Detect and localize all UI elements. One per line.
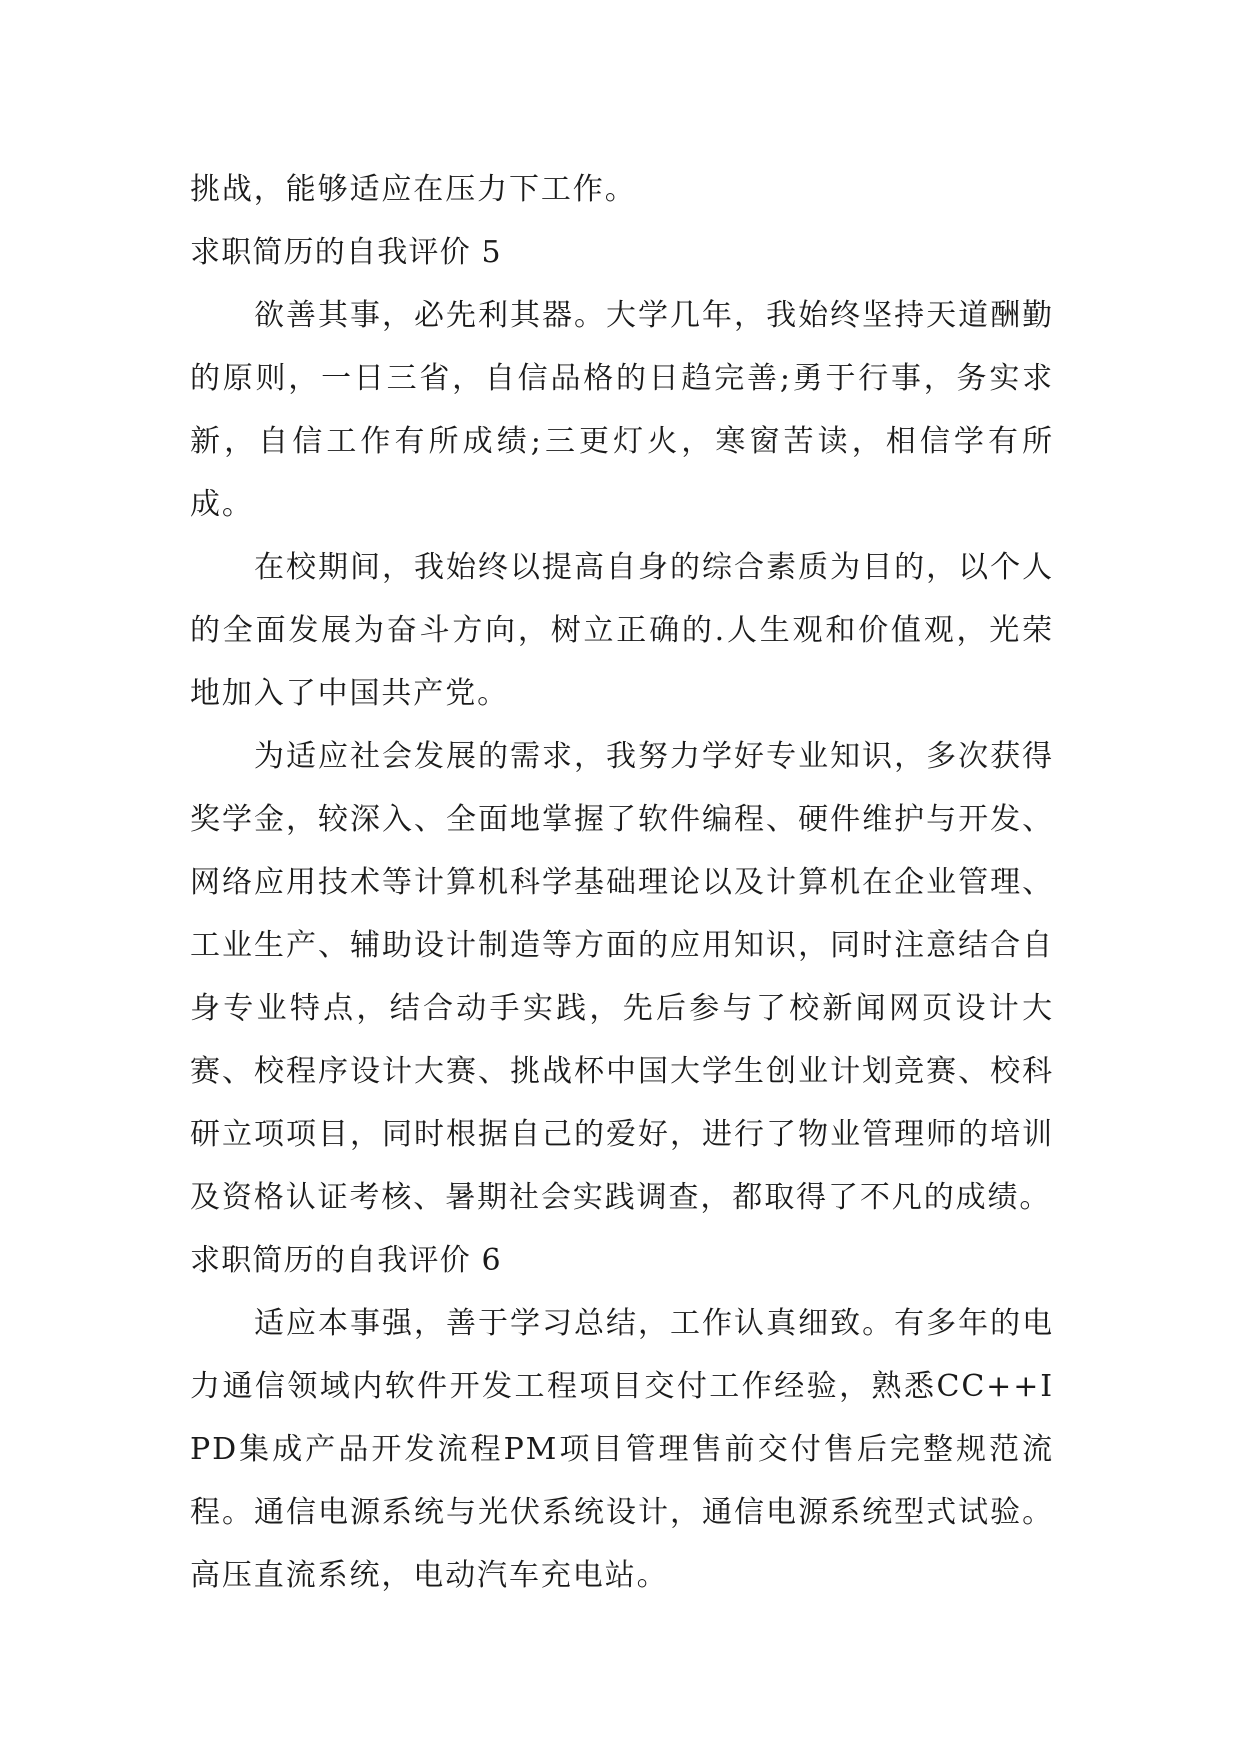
section-heading-5: 求职简历的自我评价 5 bbox=[190, 235, 502, 270]
paragraph: 在校期间，我始终以提高自身的综合素质为目的，以个人的全面发展为奋斗方向，树立正确的.人生观和价值观，光荣地加入了中国共产党。 bbox=[190, 550, 1054, 711]
paragraph: 适应本事强，善于学习总结，工作认真细致。有多年的电力通信领域内软件开发工程项目交付工作经验，熟悉CC++IPD集成产品开发流程PM项目管理售前交付售后完整规范流程。通信电源系统与光伏系统设计，通信电源系统型式试验。高压直流系统，电动汽车充电站。 bbox=[190, 1306, 1054, 1593]
document-body bbox=[190, 158, 1054, 1607]
paragraph: 为适应社会发展的需求，我努力学好专业知识，多次获得奖学金，较深入、全面地掌握了软件编程、硬件维护与开发、网络应用技术等计算机科学基础理论以及计算机在企业管理、工业生产、辅助设计制造等方面的应用知识，同时注意结合自身专业特点，结合动手实践，先后参与了校新闻网页设计大赛、校程序设计大赛、挑战杯中国大学生创业计划竞赛、校科研立项项目，同时根据自己的爱好，进行了物业管理师的培训及资格认证考核、暑期社会实践调查，都取得了不凡的成绩。 bbox=[190, 739, 1054, 1215]
paragraph: 欲善其事，必先利其器。大学几年，我始终坚持天道酬勤的原则，一日三省，自信品格的日趋完善;勇于行事，务实求新，自信工作有所成绩;三更灯火，寒窗苦读，相信学有所成。 bbox=[190, 298, 1054, 522]
section-heading-6: 求职简历的自我评价 6 bbox=[190, 1243, 502, 1278]
paragraph-continuation: 挑战，能够适应在压力下工作。 bbox=[190, 172, 637, 207]
